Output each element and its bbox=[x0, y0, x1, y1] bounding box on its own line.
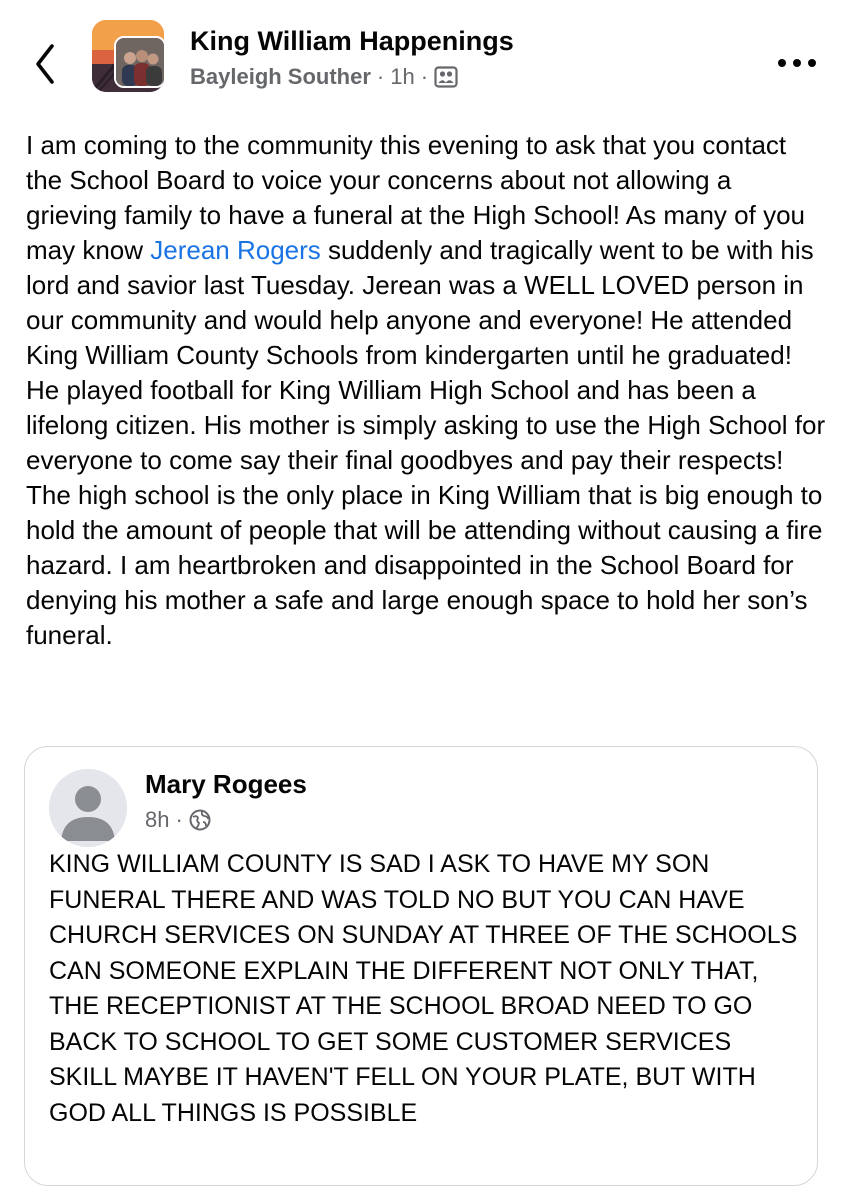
author-name[interactable]: Bayleigh Souther bbox=[190, 64, 371, 89]
default-profile-icon bbox=[49, 769, 127, 847]
globe-icon bbox=[189, 809, 211, 831]
shared-post-meta bbox=[145, 805, 211, 835]
shared-author-name[interactable]: Mary Rogees bbox=[145, 769, 307, 799]
back-button[interactable] bbox=[28, 40, 64, 88]
group-members-icon bbox=[434, 66, 458, 88]
more-horizontal-icon bbox=[772, 46, 822, 80]
more-options-button[interactable] bbox=[772, 46, 822, 80]
meta-separator: · bbox=[420, 64, 429, 89]
group-avatar[interactable] bbox=[92, 20, 164, 92]
shared-post-card[interactable] bbox=[24, 746, 818, 1186]
meta-separator: · bbox=[376, 64, 385, 89]
post-meta bbox=[190, 62, 458, 92]
post-text bbox=[26, 128, 826, 653]
post-header bbox=[0, 0, 844, 110]
shared-post-text: KING WILLIAM COUNTY IS SAD I ASK TO HAVE MY SON FUNERAL THERE AND WAS TOLD NO BUT YOU CAN HAVE CHURCH SERVICES ON SUNDAY AT THREE OF THE SCHOOLS CAN SOMEONE EXPLAIN THE DIFFERENT NOT ONLY THAT, THE RECEPTIONIST AT THE SCHOOL BROAD NEED TO GO BACK TO SCHOOL TO GET SOME CUSTOMER SERVICES SKILL MAYBE IT HAVEN'T FELL ON YOUR PLATE, BUT WITH GOD ALL THINGS IS POSSIBLE bbox=[49, 850, 798, 1127]
members-photo bbox=[114, 36, 164, 88]
mention-link[interactable]: Jerean Rogers bbox=[150, 235, 321, 265]
meta-separator: · bbox=[175, 807, 183, 832]
avatar[interactable] bbox=[49, 769, 127, 847]
post-time[interactable]: 1h bbox=[390, 64, 415, 89]
group-name[interactable]: King William Happenings bbox=[190, 26, 514, 56]
chevron-left-icon bbox=[28, 40, 64, 88]
post-text-part: I am coming to the community this evening to ask that you contact the School Board to voice your concerns about not allowing a grieving family to have a funeral at the High School! As many of you may know bbox=[26, 130, 805, 265]
shared-post-time[interactable]: 8h bbox=[145, 807, 170, 832]
post-text-part: suddenly and tragically went to be with his lord and savior last Tuesday. Jerean was a WELL LOVED person in our community and would help anyone and everyone! He attended King William County Schools from kindergarten until he graduated! He played football for King William High School and has been a lifelong citizen. His mother is simply asking to use the High School for everyone to come say their final goodbyes and pay their respects! The high school is the only place in King William that is big enough to hold the amount of people that will be attending without causing a fire hazard. I am heartbroken and disappointed in the School Board for denying his mother a safe and large enough space to hold her son’s funeral. bbox=[26, 235, 826, 650]
